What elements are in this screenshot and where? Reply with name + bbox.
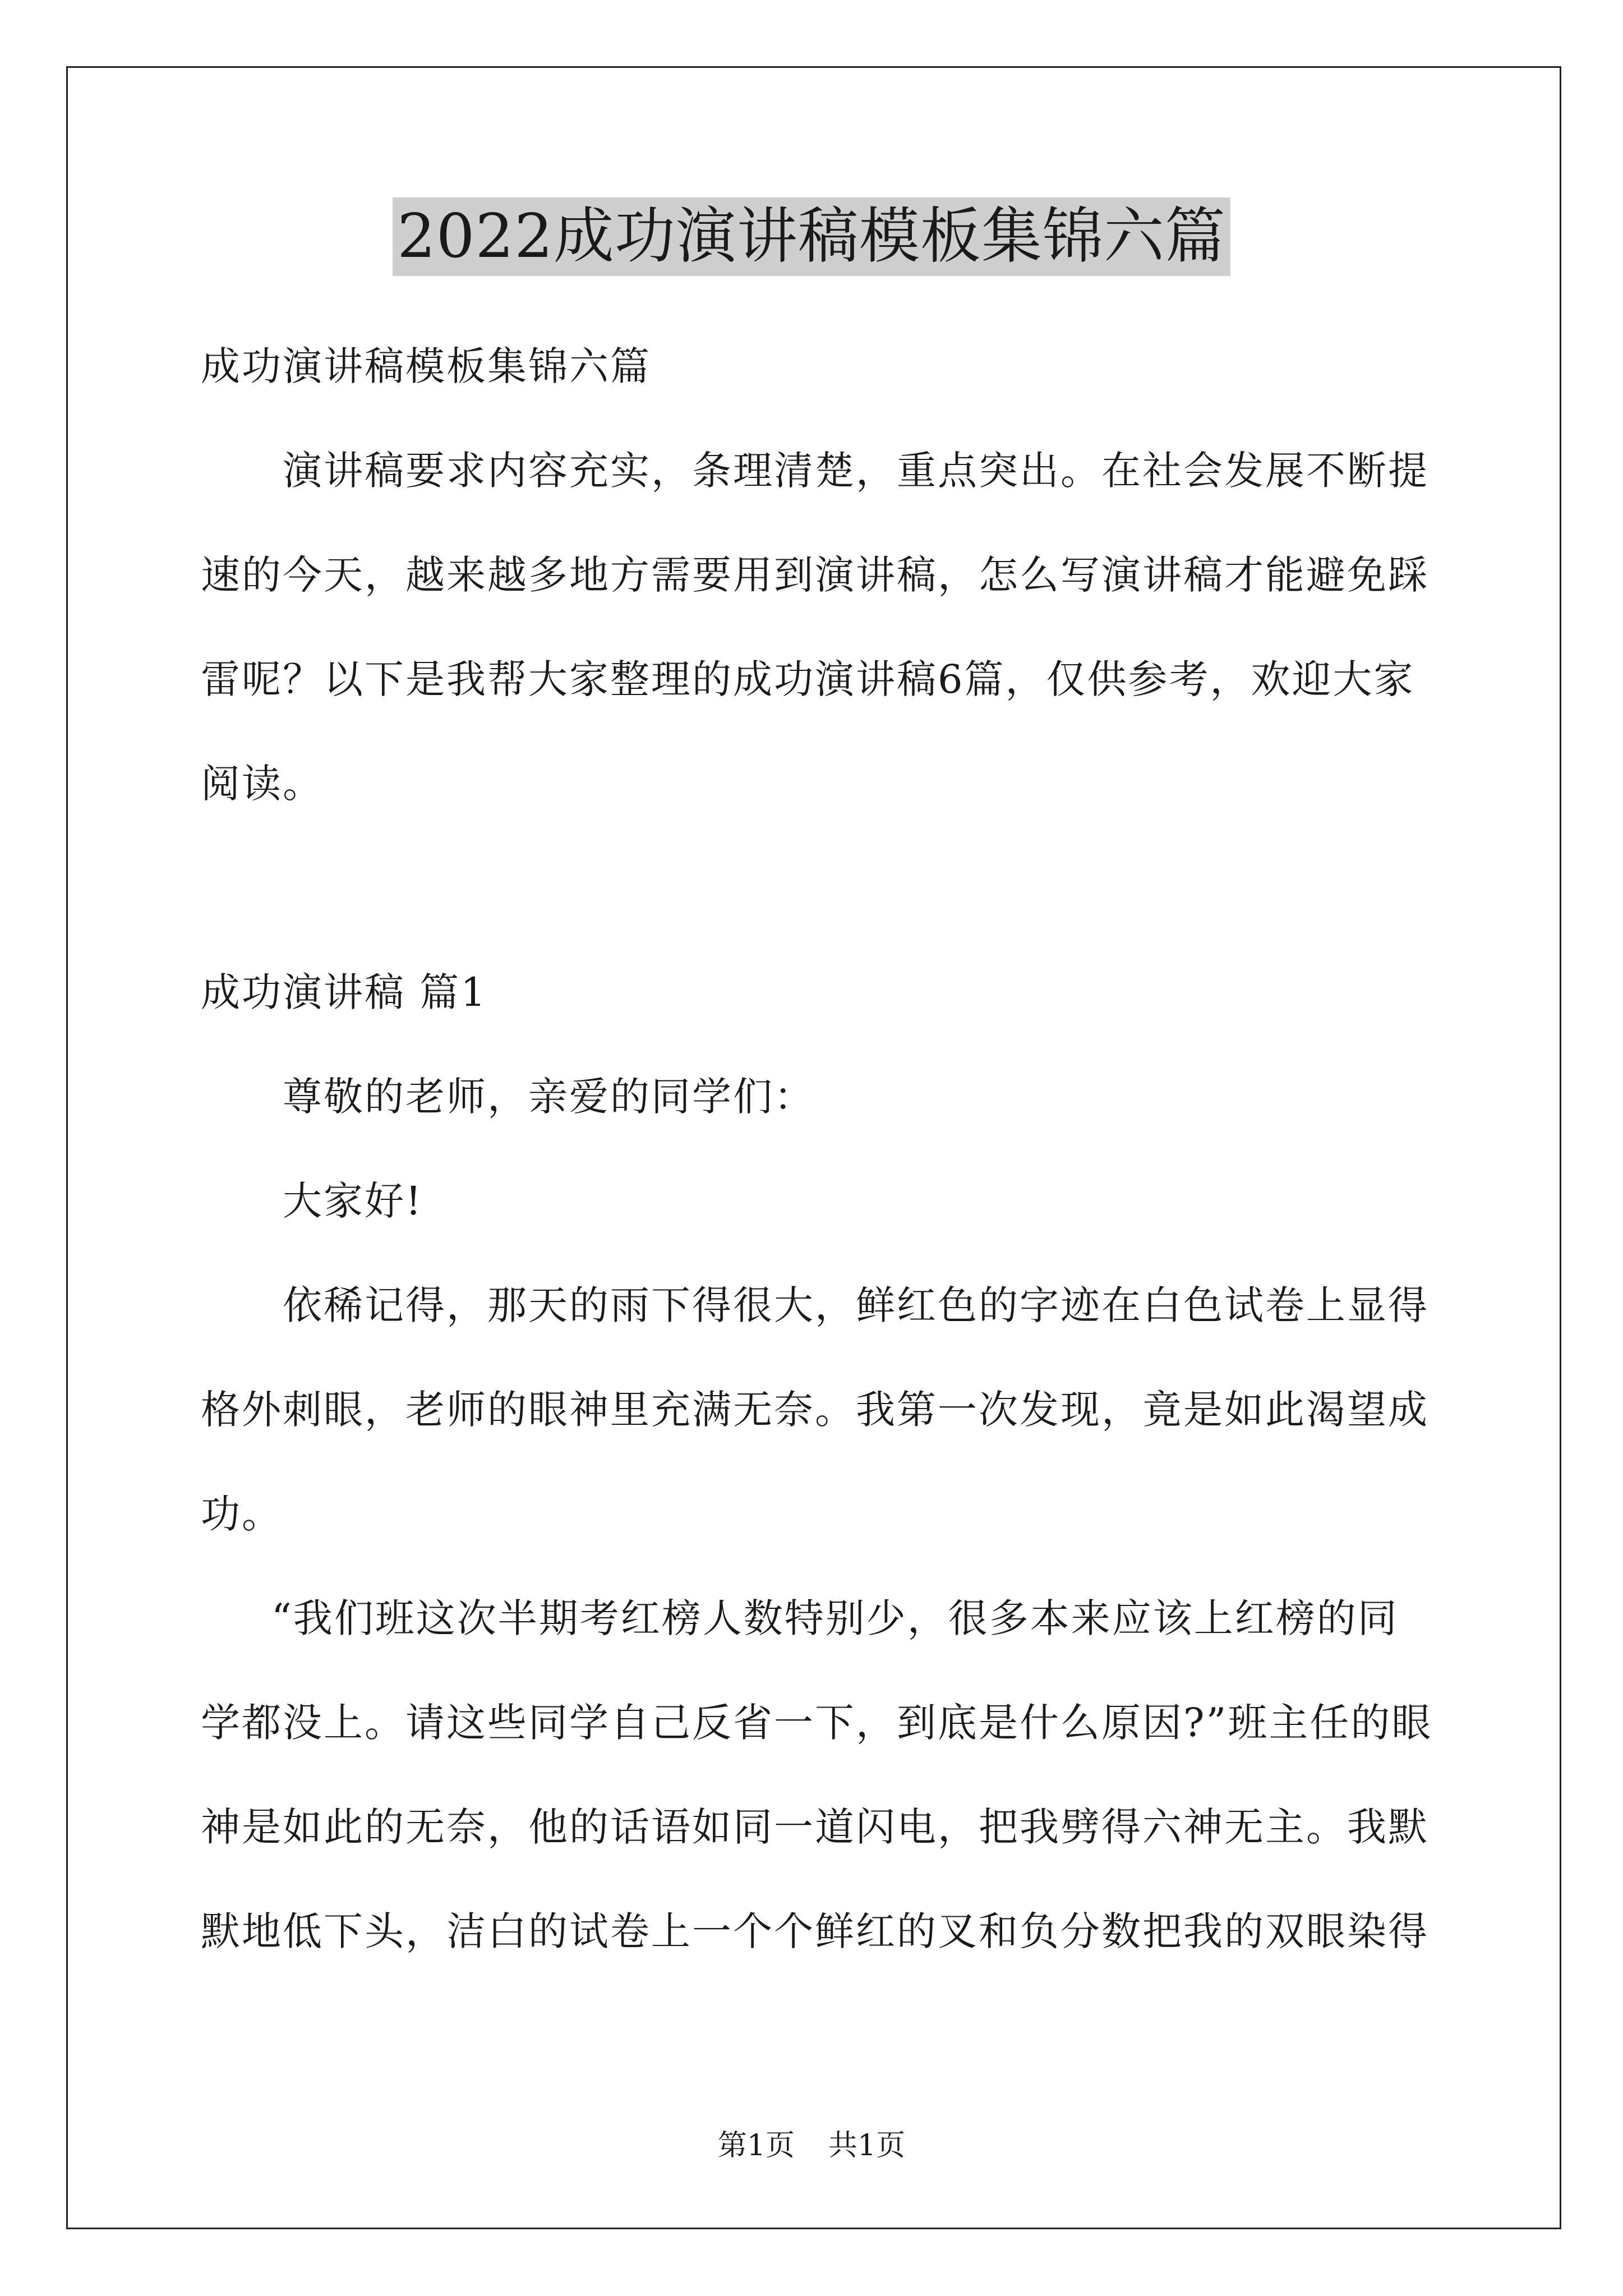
intro-line: 阅读。 [201,761,324,807]
page-footer [0,2126,1623,2165]
paragraph-line: “我们班这次半期考红榜人数特别少，很多本来应该上红榜的同 [271,1595,1399,1641]
paragraph-line: 默地低下头，洁白的试卷上一个个鲜红的叉和负分数把我的双眼染得 [201,1908,1429,1954]
page-number-total: 共1页 [828,2129,906,2162]
section-heading: 成功演讲稿 篇1 [201,969,487,1015]
title-block [0,197,1623,276]
intro-line: 演讲稿要求内容充实，条理清楚，重点突出。在社会发展不断提 [283,448,1429,494]
greeting: 大家好! [283,1178,423,1224]
salutation: 尊敬的老师，亲爱的同学们： [283,1074,815,1120]
paragraph-line: 依稀记得，那天的雨下得很大，鲜红色的字迹在白色试卷上显得 [283,1282,1429,1328]
paragraph-line: 学都没上。请这些同学自己反省一下，到底是什么原因?”班主任的眼 [201,1700,1433,1746]
document-title: 2022成功演讲稿模板集锦六篇 [393,197,1230,276]
paragraph-line: 格外刺眼，老师的眼神里充满无奈。我第一次发现，竟是如此渴望成 [201,1387,1429,1433]
paragraph-line: 神是如此的无奈，他的话语如同一道闪电，把我劈得六神无主。我默 [201,1804,1429,1850]
spacer [201,836,1435,940]
document-body [201,314,1435,1984]
page-number-current: 第1页 [717,2129,795,2162]
intro-line: 速的今天，越来越多地方需要用到演讲稿，怎么写演讲稿才能避免踩 [201,552,1429,598]
intro-line: 雷呢？以下是我帮大家整理的成功演讲稿6篇，仅供参考，欢迎大家 [201,656,1415,702]
paragraph-line: 功。 [201,1491,283,1537]
document-subtitle: 成功演讲稿模板集锦六篇 [201,343,651,389]
